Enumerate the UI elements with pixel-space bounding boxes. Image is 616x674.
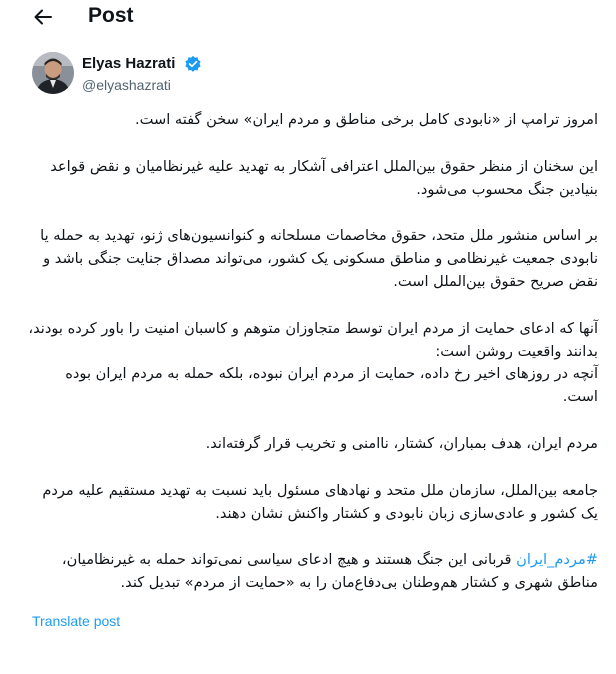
- post-paragraph-text: قربانی این جنگ هستند و هیچ ادعای سیاسی نمی‌تواند حمله به غیرنظامیان، مناطق شهری و کشتار هم‌وطنان بی‌دفاع‌مان را به «حمایت از مردم» تبدیل کند.: [61, 551, 598, 592]
- hashtag-link[interactable]: #مردم_ایران: [516, 551, 598, 569]
- post-paragraph: امروز ترامپ از «نابودی کامل برخی مناطق و مردم ایران» سخن گفته است.: [135, 111, 598, 128]
- post-paragraph: جامعه بین‌الملل، سازمان ملل متحد و نهادهای مسئول باید نسبت به تهدید مستقیم علیه مردم یک کشور و عادی‌سازی زبان نابودی و کشتار واکنش نشان دهند.: [42, 481, 598, 522]
- top-bar: [0, 0, 616, 34]
- post-paragraph: آنها که ادعای حمایت از مردم ایران توسط متجاوزان متوهم و کاسبان امنیت را باور کرده بودند، بدانند واقعیت روشن است: آنچه در روزهای اخیر رخ داده، حمایت از مردم ایران نبوده، بلکه حمله به مردم ایران بوده است.: [28, 319, 598, 406]
- avatar[interactable]: [32, 52, 74, 94]
- profile-photo: [32, 52, 74, 94]
- arrow-left-icon: [33, 7, 53, 27]
- post-paragraph: این سخنان از منظر حقوق بین‌الملل اعترافی آشکار به تهدید علیه غیرنظامیان و نقض قواعد بنیادین جنگ محسوب می‌شود.: [50, 157, 598, 198]
- author-name[interactable]: Elyas Hazrati: [82, 55, 176, 72]
- verified-badge-icon: [184, 55, 202, 73]
- post-paragraph: [26, 549, 598, 595]
- post-paragraph: مردم ایران، هدف بمباران، کشتار، ناامنی و تخریب قرار گرفته‌اند.: [205, 434, 598, 452]
- page-title: Post: [88, 4, 134, 27]
- post-paragraph: بر اساس منشور ملل متحد، حقوق مخاصمات مسلحانه و کنوانسیون‌های ژنو، تهدید به حمله یا نابودی جمعیت غیرنظامی و مناطق مسکونی یک کشور، می‌تواند مصداق جنایت جنگی باشد و نقض صریح حقوق بین‌الملل است.: [40, 227, 598, 290]
- translate-post-link[interactable]: Translate post: [32, 613, 121, 629]
- back-button[interactable]: [30, 4, 56, 30]
- post-text: [26, 109, 598, 595]
- author-handle[interactable]: @elyashazrati: [82, 77, 171, 93]
